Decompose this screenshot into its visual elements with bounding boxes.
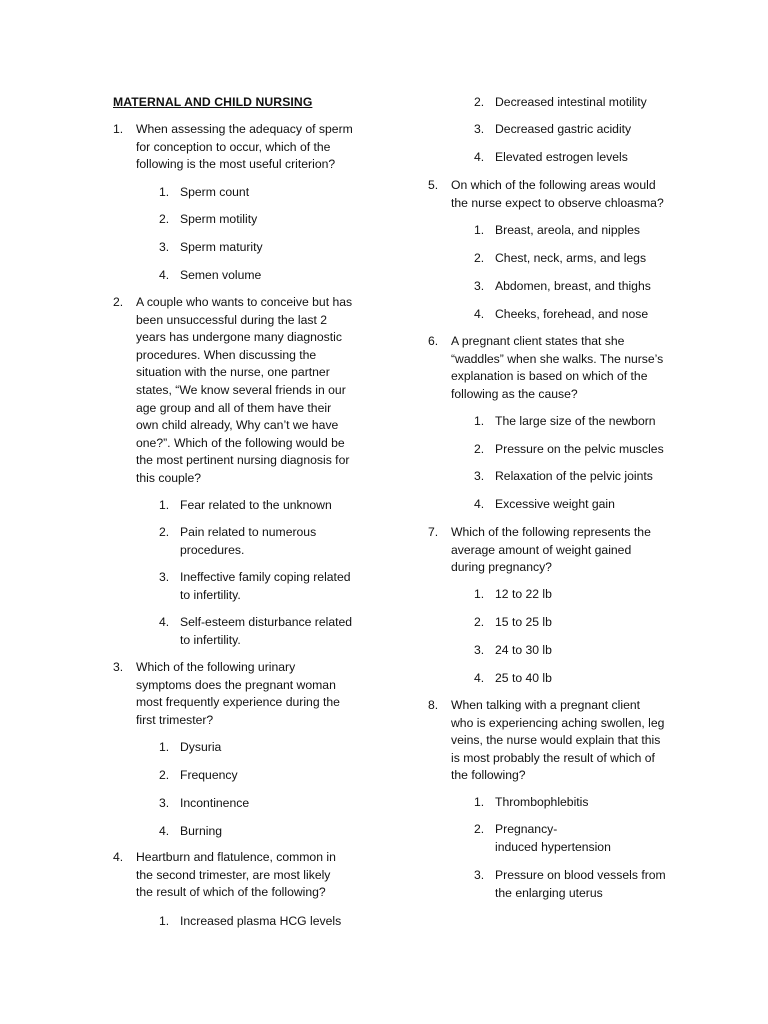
option-text: Pressure on blood vessels from the enlarging uterus: [495, 868, 666, 900]
option-number: 4.: [159, 824, 170, 838]
option-text: 15 to 25 lb: [495, 615, 552, 629]
answer-option: [113, 614, 375, 649]
option-number: 2.: [159, 212, 170, 226]
option-text: Fear related to the unknown: [180, 498, 332, 512]
answer-option: [428, 468, 690, 486]
option-text: Semen volume: [180, 268, 262, 282]
question: [428, 524, 690, 577]
question-number: 4.: [113, 850, 124, 864]
question: [113, 849, 375, 902]
answer-option: [113, 823, 375, 841]
question-number: 3.: [113, 660, 124, 674]
question-text: When assessing the adequacy of sperm for conception to occur, which of the following is the most useful criterion?: [136, 122, 353, 172]
option-number: 3.: [159, 570, 170, 584]
question-number: 5.: [428, 178, 439, 192]
option-text: Dysuria: [180, 740, 222, 754]
answer-option: [113, 239, 375, 257]
answer-option: [428, 413, 690, 431]
option-number: 2.: [474, 822, 485, 836]
answer-option: [428, 149, 690, 167]
answer-option: [113, 184, 375, 202]
option-number: 1.: [159, 498, 170, 512]
question-number: 2.: [113, 295, 124, 309]
option-text: Sperm count: [180, 185, 250, 199]
option-number: 4.: [159, 615, 170, 629]
answer-option: [428, 250, 690, 268]
option-number: 2.: [474, 251, 485, 265]
answer-option: [113, 913, 375, 931]
question-number: 7.: [428, 525, 439, 539]
option-number: 1.: [159, 740, 170, 754]
question: [428, 333, 690, 403]
answer-option: [428, 867, 690, 902]
option-text: Excessive weight gain: [495, 497, 615, 511]
question-text: When talking with a pregnant client who is experiencing aching swollen, leg veins, the nurse would explain that this is most probably the result of which of the following?: [451, 698, 665, 783]
question-number: 6.: [428, 334, 439, 348]
question-text: On which of the following areas would the nurse expect to observe chloasma?: [451, 178, 664, 210]
option-number: 3.: [474, 868, 485, 882]
option-number: 2.: [474, 442, 485, 456]
answer-option: [113, 211, 375, 229]
option-text: Decreased gastric acidity: [495, 122, 632, 136]
question-text: Which of the following represents the average amount of weight gained during pregnancy?: [451, 525, 651, 575]
option-number: 4.: [159, 268, 170, 282]
answer-option: [428, 222, 690, 240]
option-text: Thrombophlebitis: [495, 795, 589, 809]
option-text: 25 to 40 lb: [495, 671, 552, 685]
option-number: 1.: [159, 185, 170, 199]
option-text: Pain related to numerous procedures.: [180, 525, 317, 557]
option-text: Pregnancy- induced hypertension: [495, 822, 611, 854]
document-title: MATERNAL AND CHILD NURSING: [113, 95, 313, 109]
answer-option: [428, 821, 690, 856]
option-number: 3.: [474, 279, 485, 293]
option-text: Relaxation of the pelvic joints: [495, 469, 653, 483]
option-text: Decreased intestinal motility: [495, 95, 647, 109]
answer-option: [428, 642, 690, 660]
answer-option: [113, 497, 375, 515]
option-text: Increased plasma HCG levels: [180, 914, 342, 928]
option-number: 3.: [474, 122, 485, 136]
option-text: Ineffective family coping related to infertility.: [180, 570, 351, 602]
question-text: Which of the following urinary symptoms does the pregnant woman most frequently experience during the first trimester?: [136, 660, 340, 727]
option-number: 3.: [159, 240, 170, 254]
option-number: 4.: [474, 497, 485, 511]
question-text: Heartburn and flatulence, common in the second trimester, are most likely the result of which of the following?: [136, 850, 336, 900]
answer-option: [428, 496, 690, 514]
option-text: Sperm motility: [180, 212, 258, 226]
option-text: Frequency: [180, 768, 238, 782]
question: [113, 121, 375, 174]
answer-option: [113, 569, 375, 604]
answer-option: [428, 306, 690, 324]
option-number: 1.: [474, 587, 485, 601]
option-number: 4.: [474, 671, 485, 685]
answer-option: [113, 739, 375, 757]
question-text: A pregnant client states that she “waddles” when she walks. The nurse’s explanation is based on which of the following as the cause?: [451, 334, 664, 401]
answer-option: [113, 524, 375, 559]
option-text: Breast, areola, and nipples: [495, 223, 640, 237]
answer-option: [428, 794, 690, 812]
option-number: 2.: [159, 768, 170, 782]
option-text: Abdomen, breast, and thighs: [495, 279, 651, 293]
answer-option: [428, 94, 690, 112]
answer-option: [428, 614, 690, 632]
option-text: Elevated estrogen levels: [495, 150, 628, 164]
option-text: Burning: [180, 824, 223, 838]
option-text: Cheeks, forehead, and nose: [495, 307, 649, 321]
answer-option: [113, 767, 375, 785]
question-number: 8.: [428, 698, 439, 712]
option-number: 2.: [159, 525, 170, 539]
answer-option: [428, 586, 690, 604]
option-number: 1.: [474, 795, 485, 809]
option-text: Sperm maturity: [180, 240, 263, 254]
question: [113, 294, 375, 488]
option-text: Pressure on the pelvic muscles: [495, 442, 664, 456]
answer-option: [113, 267, 375, 285]
option-text: Chest, neck, arms, and legs: [495, 251, 647, 265]
option-number: 3.: [474, 643, 485, 657]
option-text: Incontinence: [180, 796, 250, 810]
option-text: Self-esteem disturbance related to infertility.: [180, 615, 353, 647]
option-text: 24 to 30 lb: [495, 643, 552, 657]
question-number: 1.: [113, 122, 124, 136]
option-number: 2.: [474, 615, 485, 629]
answer-option: [113, 795, 375, 813]
option-number: 3.: [474, 469, 485, 483]
question: [113, 659, 375, 729]
option-number: 2.: [474, 95, 485, 109]
option-number: 1.: [474, 414, 485, 428]
answer-option: [428, 441, 690, 459]
question: [428, 697, 690, 785]
option-number: 4.: [474, 307, 485, 321]
answer-option: [428, 278, 690, 296]
answer-option: [428, 670, 690, 688]
option-text: 12 to 22 lb: [495, 587, 552, 601]
option-number: 1.: [159, 914, 170, 928]
option-number: 3.: [159, 796, 170, 810]
question: [428, 177, 690, 212]
option-number: 4.: [474, 150, 485, 164]
answer-option: [428, 121, 690, 139]
option-text: The large size of the newborn: [495, 414, 656, 428]
question-text: A couple who wants to conceive but has been unsuccessful during the last 2 years has undergone many diagnostic procedures. When discussing the situation with the nurse, one partner states, “We know several friends in our age group and all of them have their own child already, Why can’t we have one?”. Which of the following would be the most pertinent nursing diagnosis for this couple?: [136, 295, 353, 485]
option-number: 1.: [474, 223, 485, 237]
